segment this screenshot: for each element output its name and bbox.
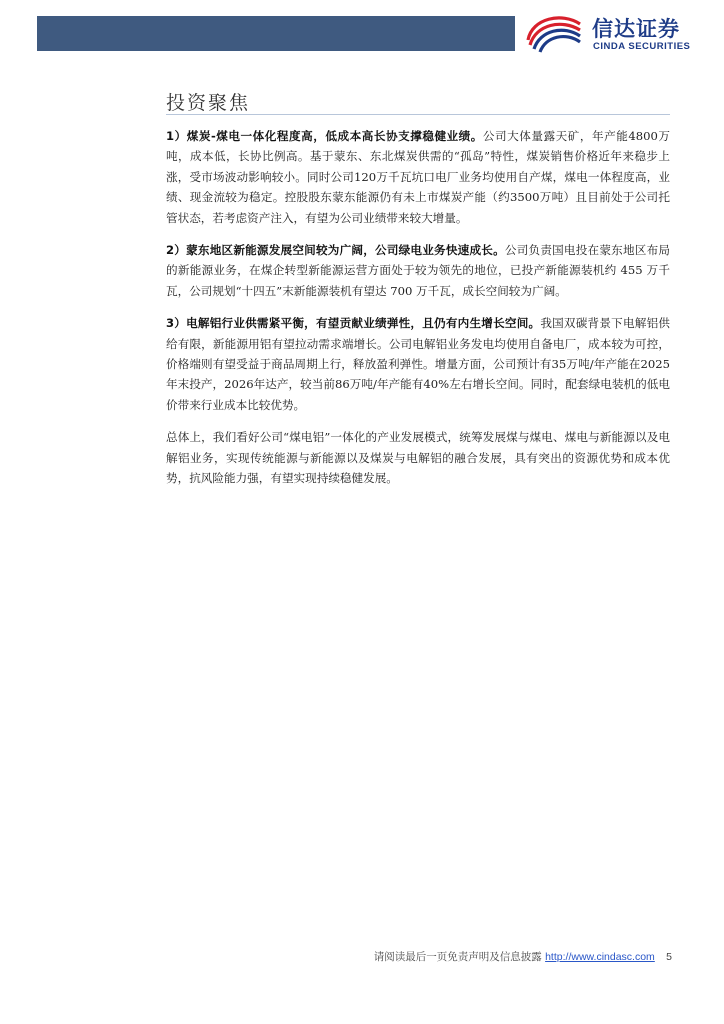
paragraph-lead: 1）煤炭-煤电一体化程度高，低成本高长协支撑稳健业绩。: [166, 129, 483, 143]
paragraph-body: 公司负责国电投在蒙东地区布局的新能源业务，在煤企转型新能源运营方面处于较为领先的地位，已投产新能源装机约 455 万千瓦，公司规划“十四五”末新能源装机有望达 700 万千瓦，成长空间较为广阔。: [166, 243, 670, 298]
cinda-logo-icon: [522, 10, 586, 54]
footer-website-link[interactable]: http://www.cindasc.com: [545, 951, 655, 963]
page-number: 5: [666, 951, 672, 963]
paragraph-body: 公司大体量露天矿，年产能4800万吨，成本低，长协比例高。基于蒙东、东北煤炭供需的“孤岛”特性，煤炭销售价格近年来稳步上涨，受市场波动影响较小。同时公司120万千瓦坑口电厂业务均使用自产煤，煤电一体程度高，业绩、现金流较为稳定。控股股东蒙东能源仍有未上市煤炭产能（约3500万吨）且目前处于公司托管状态，若考虑资产注入，有望为公司业绩带来较大增量。: [166, 129, 670, 225]
paragraph-new-energy: [166, 240, 670, 301]
paragraph-lead: 2）蒙东地区新能源发展空间较为广阔，公司绿电业务快速成长。: [166, 243, 505, 258]
paragraph-body: 总体上，我们看好公司“煤电铝”一体化的产业发展模式，统筹发展煤与煤电、煤电与新能源以及电解铝业务，实现传统能源与新能源以及煤炭与电解铝的融合发展，具有突出的资源优势和成本优势，抗风险能力强，有望实现持续稳健发展。: [166, 430, 670, 486]
footer: [374, 949, 672, 964]
brand-name-cn: 信达证券: [592, 17, 680, 41]
footer-disclaimer: 请阅读最后一页免责声明及信息披露: [373, 951, 542, 963]
section-title: 投资聚焦: [166, 92, 251, 114]
paragraph-coal: [166, 126, 670, 228]
paragraph-summary: [166, 427, 670, 488]
paragraph-aluminum: [166, 313, 670, 415]
main-content: [166, 126, 670, 501]
cinda-logo: [522, 10, 702, 56]
header-bar: [37, 16, 515, 51]
paragraph-lead: 3）电解铝行业供需紧平衡，有望贡献业绩弹性，且仍有内生增长空间。: [166, 316, 541, 331]
title-divider: [166, 114, 670, 115]
brand-name-en: CINDA SECURITIES: [593, 41, 691, 52]
paragraph-body: 我国双碳背景下电解铝供给有限，新能源用铝有望拉动需求端增长。公司电解铝业务发电均使用自备电厂，成本较为可控，价格端则有望受益于商品周期上行，释放盈利弹性。增量方面，公司预计有35万吨/年产能在2025年末投产，2026年达产，较当前86万吨/年产能有40%左右增长空间。同时，配套绿电装机的低电价带来行业成本比较优势。: [166, 316, 670, 412]
